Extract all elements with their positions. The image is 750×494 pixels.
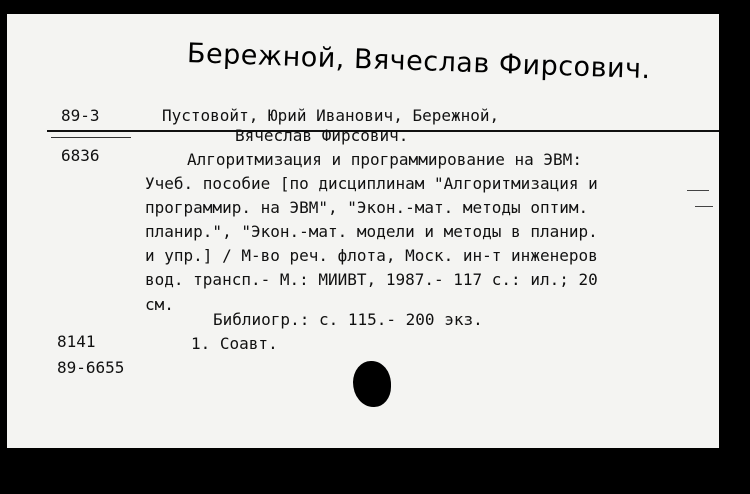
- call-number-4: 89-6655: [57, 358, 125, 377]
- description-line: и упр.] / М-во реч. флота, Моск. ин-т инженеров: [145, 246, 598, 265]
- description-line: вод. трансп.- М.: МИИВТ, 1987.- 117 с.: ил.; 20: [145, 270, 598, 289]
- bibliography-line: Библиогр.: с. 115.- 200 экз.: [213, 310, 483, 329]
- handwritten-heading: Бережной, Вячеслав Фирсович.: [186, 38, 652, 86]
- description-line: программир. на ЭВМ", "Экон.-мат. методы оптим.: [145, 198, 589, 217]
- catalog-card: [7, 14, 719, 448]
- scan-speck: [695, 206, 713, 207]
- call-number-top: 89-3: [61, 106, 100, 125]
- subject-line: 1. Соавт.: [191, 334, 278, 353]
- author-line-2: Вячеслав Фирсович.: [235, 126, 409, 145]
- ink-blot: [353, 361, 391, 407]
- description-line: планир.", "Экон.-мат. модели и методы в планир.: [145, 222, 598, 241]
- call-number-2: 6836: [61, 146, 100, 165]
- divider-short-line: [51, 137, 131, 138]
- description-line: см.: [145, 295, 174, 314]
- scan-speck: [687, 190, 709, 191]
- author-line-1: Пустовойт, Юрий Иванович, Бережной,: [162, 106, 500, 125]
- description-line: Учеб. пособие [по дисциплинам "Алгоритмизация и: [145, 174, 598, 193]
- call-number-3: 8141: [57, 332, 96, 351]
- description-line: Алгоритмизация и программирование на ЭВМ:: [187, 150, 582, 169]
